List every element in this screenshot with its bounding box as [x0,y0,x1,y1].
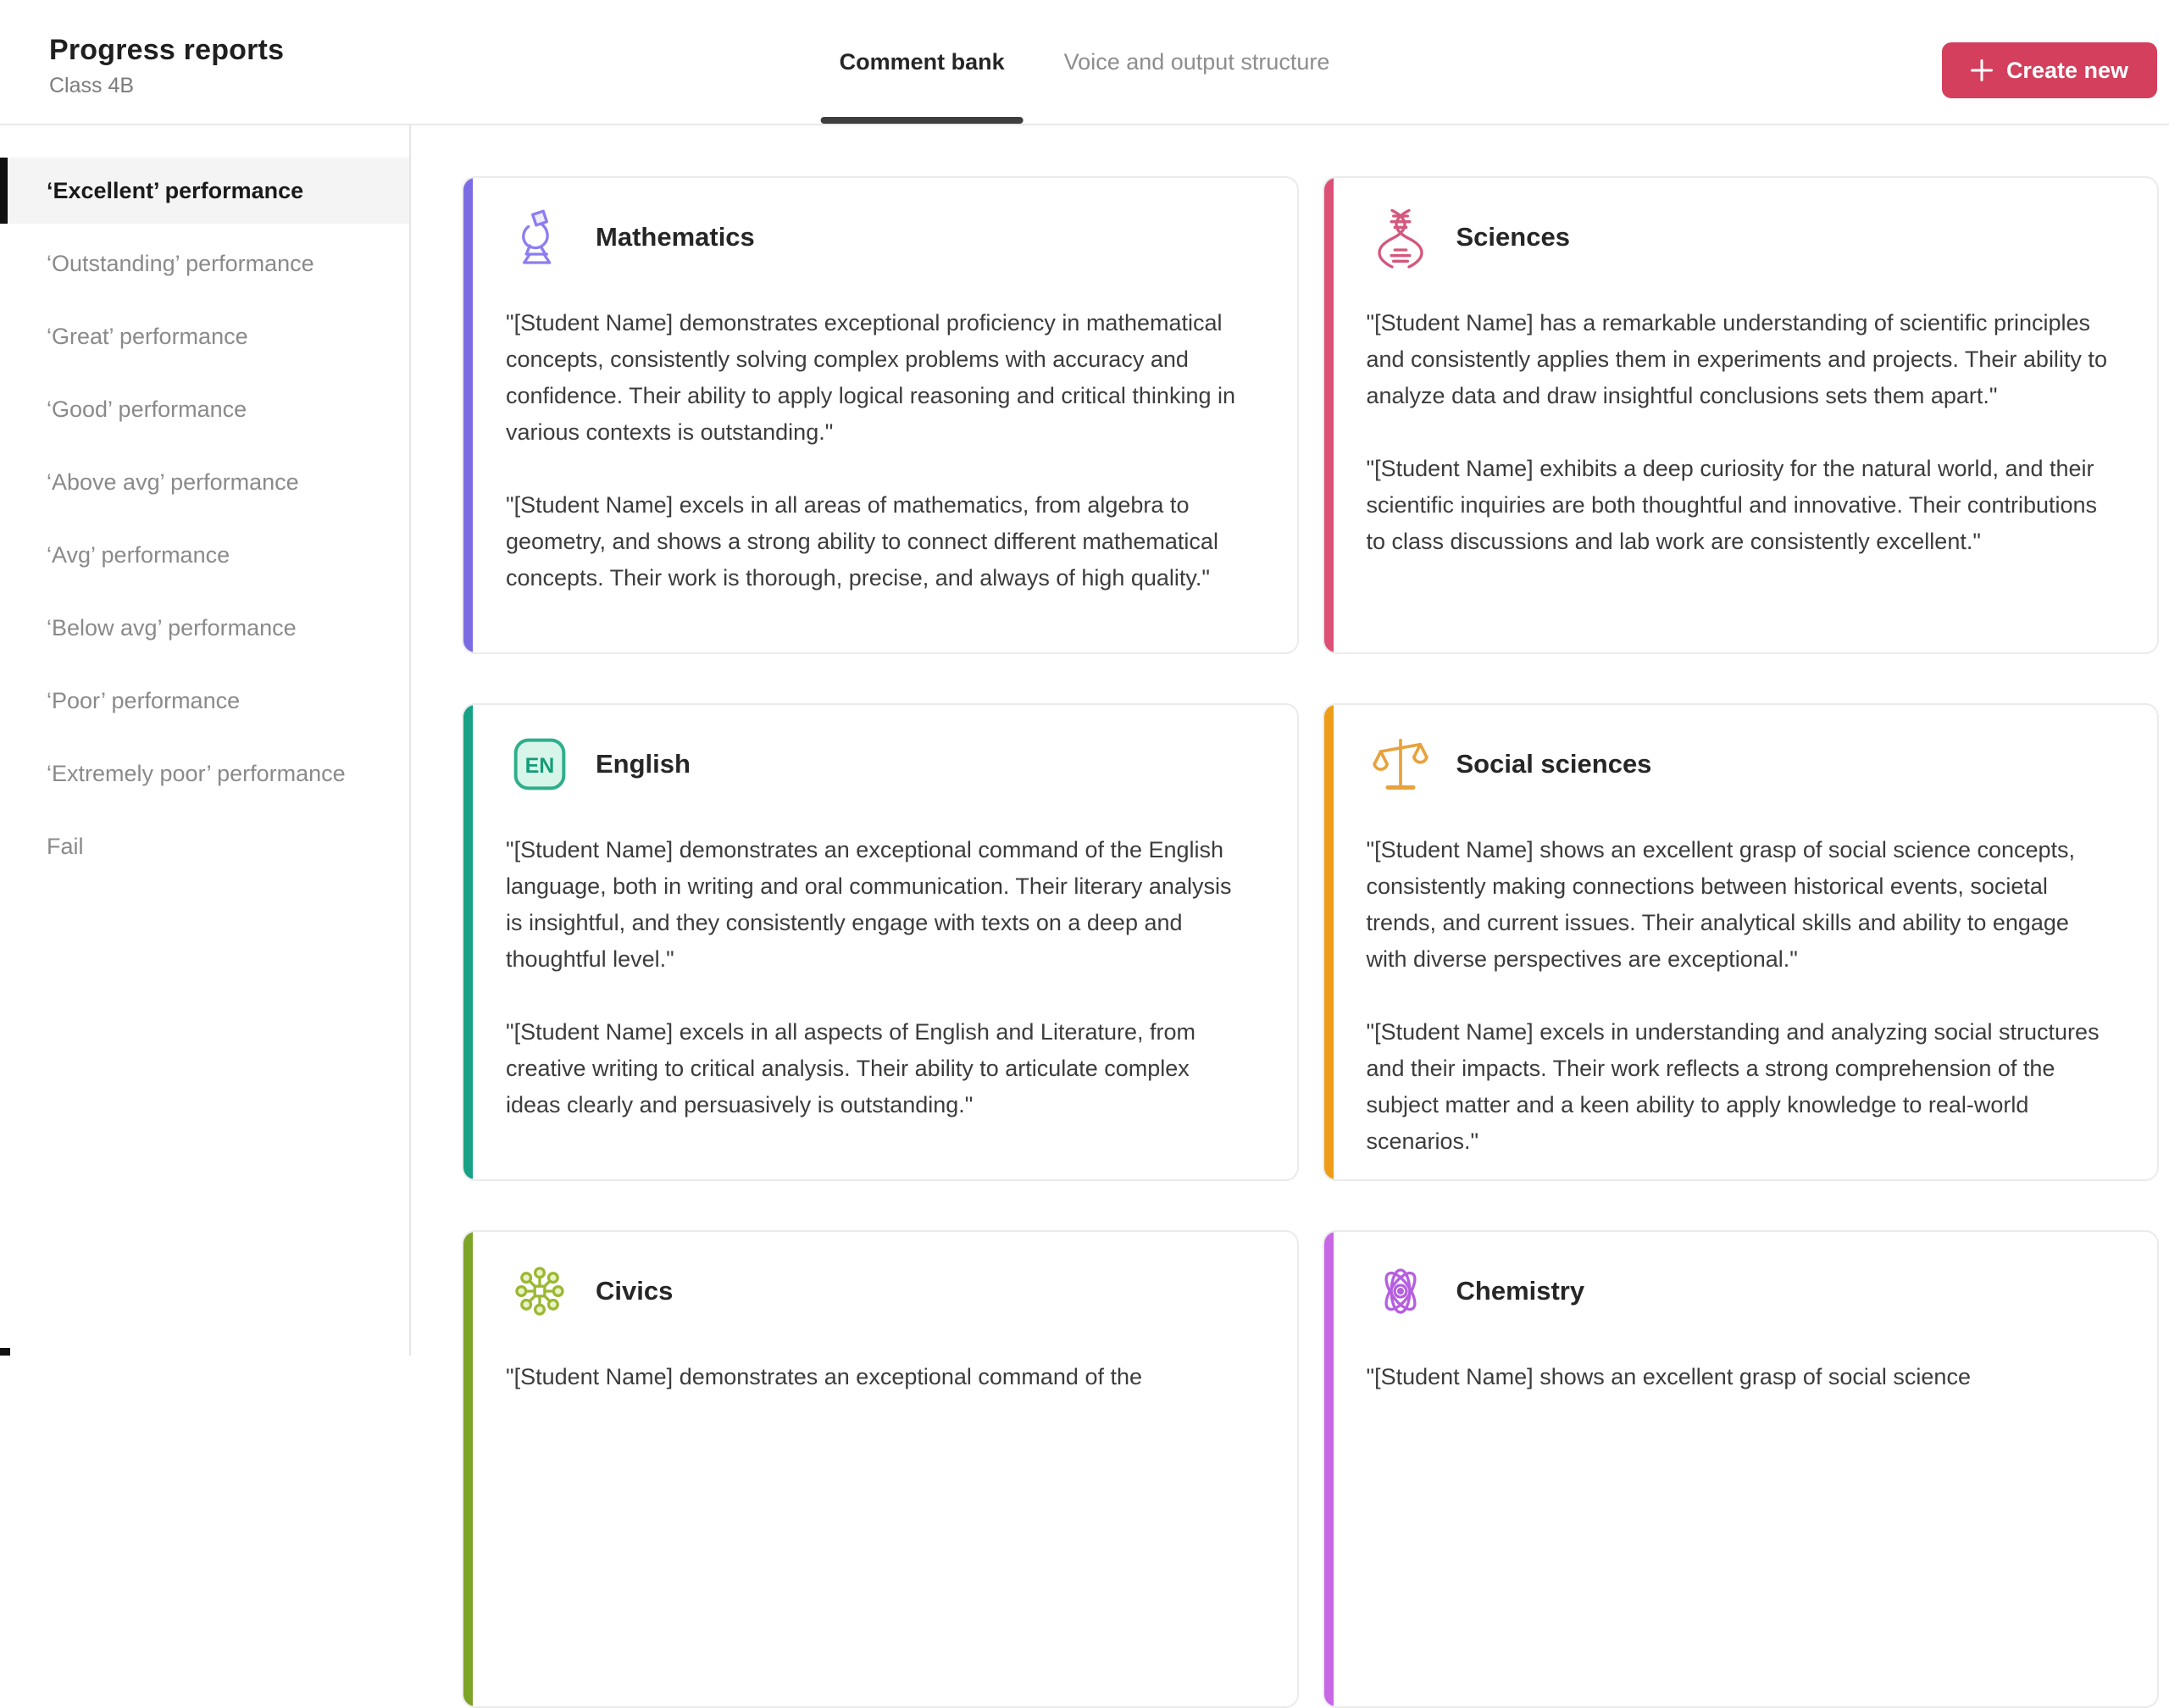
card-title: Chemistry [1456,1276,1585,1306]
card-accent-bar [1324,704,1334,1180]
sidebar-item-label: ‘Good’ performance [47,396,247,422]
comment-paragraph: "[Student Name] demonstrates an exceptional command of the English language, both in writing and oral communication. Their literary analysis is insightful, and they consistently engage with texts on a deep and thoughtful level." [506,837,1232,972]
card-title: Social sciences [1456,749,1652,779]
comment-paragraph: "[Student Name] demonstrates exceptional proficiency in mathematical concepts, consistently solving complex problems with accuracy and confidence. Their ability to apply logical reasoning and critical thinking in various contexts is outstanding." [506,310,1235,445]
sidebar-item-label: ‘Poor’ performance [47,687,241,713]
comment-bank-grid [462,124,2159,1389]
comment-paragraph: "[Student Name] excels in all areas of mathematics, from algebra to geometry, and shows a strong ability to connect different mathematical concepts. Their work is thorough, precise, and always of high quality." [506,492,1218,591]
sidebar-item-label: ‘Below avg’ performance [47,614,297,640]
sidebar-item-above-avg[interactable] [0,449,409,515]
comment-paragraph: "[Student Name] has a remarkable understanding of scientific principles and consistently applies them in experiments and projects. Their ability to analyze data and draw insightful conclusions sets them apart." [1366,310,2107,408]
card-sciences[interactable] [1323,176,2160,654]
sidebar-item-outstanding[interactable] [0,230,409,297]
sidebar-item-label: Fail [47,833,84,859]
sidebar-item-below-avg[interactable] [0,595,409,661]
card-header [1367,1257,2111,1325]
card-title: Civics [596,1276,674,1306]
card-social-sciences[interactable] [1323,703,2160,1181]
plus-icon [1971,59,1993,81]
tab-voice-output-structure[interactable]: Voice and output structure [1063,48,1330,75]
card-accent-bar [1324,1231,1334,1707]
sidebar [0,125,411,1356]
sidebar-item-label: ‘Great’ performance [47,323,248,349]
header [0,0,2169,125]
tab-comment-bank[interactable]: Comment bank [840,0,1005,124]
sidebar-item-great[interactable] [0,303,409,369]
comment-paragraph: "[Student Name] exhibits a deep curiosity for the natural world, and their scientific inquiries are both thoughtful and innovative. Their contributions to class discussions and lab work are consistently excellent." [1366,456,2098,554]
comment-paragraph: "[Student Name] shows an excellent grasp of social science [1366,1364,1971,1389]
en-badge-icon [506,730,574,798]
microscope-icon [506,203,574,271]
card-header [506,203,1251,271]
card-title: Sciences [1456,222,1570,252]
comment-paragraph: "[Student Name] shows an excellent grasp of social science concepts, consistently making connections between historical events, societal trends, and current issues. Their analytical skills and ability to engage with diverse perspectives are exceptional." [1366,837,2076,972]
card-civics[interactable] [462,1230,1299,1708]
network-icon [506,1257,574,1325]
sidebar-item-label: ‘Avg’ performance [47,541,230,568]
card-header [506,730,1251,798]
atom-icon [1367,1257,1434,1325]
svg-text:EN: EN [524,754,555,778]
create-new-button[interactable] [1942,42,2157,98]
corner-mark-bottom [0,1348,10,1356]
tab-bar [840,0,1330,124]
header-titles [49,34,284,98]
card-title: English [596,749,691,779]
card-header [506,1257,1251,1325]
sidebar-item-excellent[interactable] [0,158,409,224]
sidebar-item-fail[interactable] [0,813,409,879]
scales-icon [1367,730,1434,798]
card-english[interactable] [462,703,1299,1181]
card-accent-bar [463,704,473,1180]
card-mathematics[interactable] [462,176,1299,654]
sidebar-item-label: ‘Above avg’ performance [47,469,299,495]
sidebar-item-poor[interactable] [0,668,409,734]
card-accent-bar [463,177,473,653]
comment-paragraph: "[Student Name] excels in all aspects of English and Literature, from creative writing to critical analysis. Their ability to articulate complex ideas clearly and persuasively is outstanding." [506,1019,1195,1117]
create-new-label: Create new [2005,57,2128,83]
card-accent-bar [463,1231,473,1707]
sidebar-item-label: ‘Extremely poor’ performance [47,760,346,786]
comment-paragraph: "[Student Name] excels in understanding and analyzing social structures and their impacts. Their work reflects a strong comprehension of the subject matter and a keen ability to apply knowledge to real-world scenarios." [1366,1019,2100,1154]
card-accent-bar [1324,177,1334,653]
card-header [1367,730,2111,798]
page-subtitle: Class 4B [49,74,135,97]
card-chemistry[interactable] [1323,1230,2160,1708]
comment-paragraph: "[Student Name] demonstrates an exceptional command of the [506,1364,1143,1389]
card-title: Mathematics [596,222,755,252]
sidebar-item-label: ‘Outstanding’ performance [47,250,314,276]
sidebar-item-label: ‘Excellent’ performance [47,177,304,203]
sidebar-item-avg[interactable] [0,522,409,588]
sidebar-item-extremely-poor[interactable] [0,740,409,807]
page-title: Progress reports [49,34,285,66]
sidebar-item-good[interactable] [0,376,409,442]
card-header [1367,203,2111,271]
dna-icon [1367,203,1434,271]
